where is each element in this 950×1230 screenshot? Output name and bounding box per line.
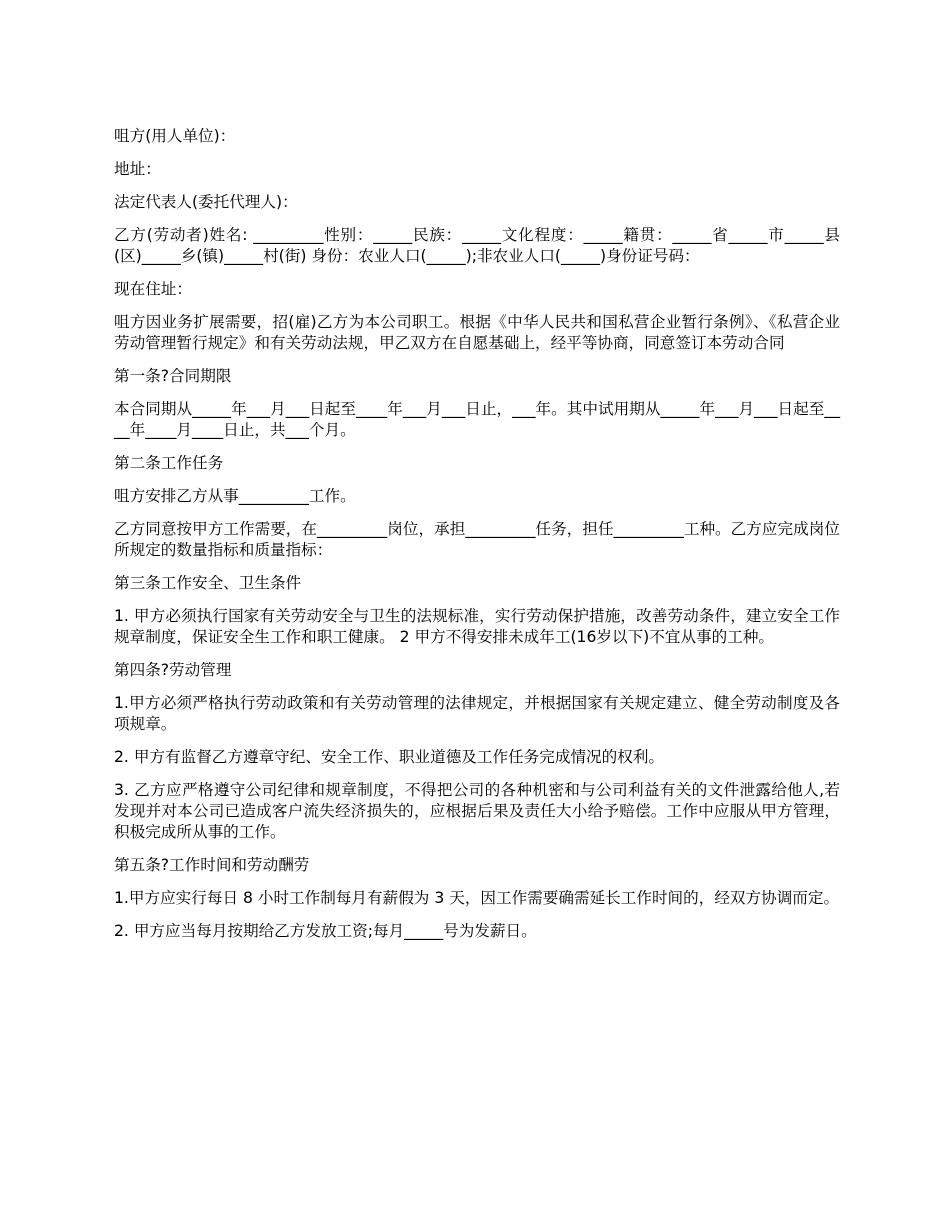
article-3-body: 1. 甲方必须执行国家有关劳动安全与卫生的法规标准，实行劳动保护措施，改善劳动条件，建立安全工作规章制度，保证安全生工作和职工健康。 2 甲方不得安排未成年工(16岁以下)不宜从事的工种。 <box>114 607 840 646</box>
article-4-item-3: 3. 乙方应严格遵守公司纪律和规章制度，不得把公司的各种机密和与公司利益有关的文件泄露给他人,若发现并对本公司已造成客户流失经济损失的，应根据后果及责任大小给予赔偿。工作中应服从甲方管理，积极完成所从事的工作。 <box>114 781 840 841</box>
article-4-heading: 第四条?劳动管理 <box>114 661 232 679</box>
article-5-heading: 第五条?工作时间和劳动酬劳 <box>114 856 310 874</box>
party-b-details-paragraph: 乙方(劳动者)姓名: _________性别：_____民族：_____文化程度：_____籍贯：_____省_____市_____县(区)_____乡(镇)_____村(街) 身份：农业人口(_____);非农业人口(_____)身份证号码： <box>114 226 840 265</box>
article-4-item-1: 1.甲方必须严格执行劳动政策和有关劳动管理的法律规定，并根据国家有关规定建立、健全劳动制度及各项规章。 <box>114 694 840 733</box>
legal-representative-line: 法定代表人(委托代理人)： <box>114 193 298 211</box>
article-4-item-2: 2. 甲方有监督乙方遵章守纪、安全工作、职业道德及工作任务完成情况的权利。 <box>114 748 665 766</box>
article-5-item-2: 2. 甲方应当每月按期给乙方发放工资;每月_____号为发薪日。 <box>114 922 537 940</box>
contract-document <box>114 126 840 954</box>
address-line: 地址： <box>114 160 161 178</box>
article-2-body-2: 乙方同意按甲方工作需要，在_________岗位，承担_________任务，担任_________工种。乙方应完成岗位所规定的数量指标和质量指标： <box>114 520 840 559</box>
current-address-line: 现在住址： <box>114 280 192 298</box>
party-a-employer-line: 咀方(用人单位)： <box>114 127 236 145</box>
article-2-heading: 第二条工作任务 <box>114 454 224 472</box>
article-1-body: 本合同期从_____年___月___日起至____年___月___日止，___年。其中试用期从_____年___月___日起至____年____月____日止，共___个月。 <box>114 400 840 439</box>
preamble-paragraph: 咀方因业务扩展需要，招(雇)乙方为本公司职工。根据《中华人民共和国私营企业暂行条例》、《私营企业劳动管理暂行规定》和有关劳动法规，甲乙双方在自愿基础上，经平等协商，同意签订本劳动合同 <box>114 313 840 352</box>
article-1-heading: 第一条?合同期限 <box>114 367 232 385</box>
article-2-body-1: 咀方安排乙方从事_________工作。 <box>114 487 356 505</box>
article-3-heading: 第三条工作安全、卫生条件 <box>114 574 302 592</box>
article-5-item-1: 1.甲方应实行每日 8 小时工作制每月有薪假为 3 天，因工作需要确需延长工作时间的，经双方协调而定。 <box>114 889 840 907</box>
